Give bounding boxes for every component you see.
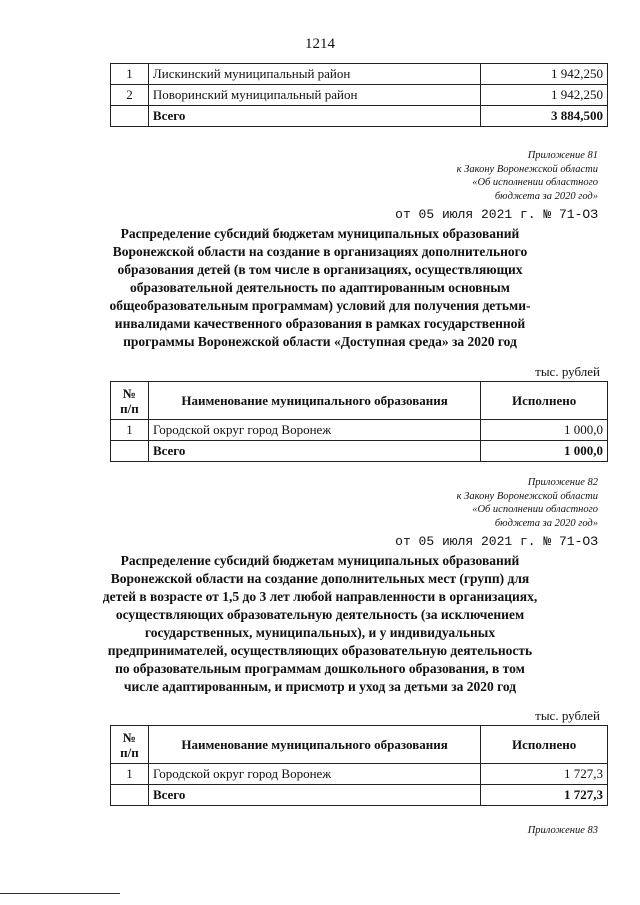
value-cell: 1 942,250 (481, 64, 608, 85)
appendix-number: Приложение 83 (527, 825, 598, 836)
value-cell: 1 727,3 (481, 764, 608, 785)
appendix-number: Приложение 81 (527, 150, 598, 161)
appendix-83-header (528, 824, 598, 838)
table-row (111, 764, 608, 785)
appendix-law: к Закону Воронежской области (456, 490, 598, 502)
header-num: № п/п (111, 726, 149, 764)
footnote-divider (0, 893, 120, 894)
value-cell: 1 942,250 (481, 85, 608, 106)
row-number: 1 (111, 420, 149, 441)
appendix-number: Приложение 82 (527, 477, 598, 488)
total-value: 1 727,3 (481, 785, 608, 806)
row-number: 1 (111, 64, 149, 85)
appendix-law-title-cont: бюджета за 2020 год» (494, 517, 598, 529)
table-row (111, 85, 608, 106)
unit-label: тыс. рублей (535, 364, 600, 379)
header-name: Наименование муниципального образования (148, 382, 480, 420)
total-row (111, 441, 608, 462)
appendix-82-table (110, 725, 608, 806)
value-cell: 1 000,0 (481, 420, 608, 441)
row-number: 2 (111, 85, 149, 106)
municipality-name: Поворинский муниципальный район (148, 85, 480, 106)
header-value: Исполнено (481, 726, 608, 764)
appendix-law-title-cont: бюджета за 2020 год» (494, 190, 598, 202)
appendix-law-title: «Об исполнении областного (472, 504, 598, 515)
page-number: 1214 (305, 36, 335, 52)
appendix-81-date: от 05 июля 2021 г. № 71-ОЗ (395, 207, 598, 222)
total-row (111, 785, 608, 806)
header-name: Наименование муниципального образования (148, 726, 480, 764)
table-row (111, 420, 608, 441)
appendix-82-header (457, 476, 598, 530)
table-row (111, 64, 608, 85)
unit-label: тыс. рублей (535, 708, 600, 723)
appendix-81-table (110, 381, 608, 462)
appendix-81-title: Распределение субсидий бюджетам муниципальных образований Воронежской области на создание в организациях дополнительного образования детей (в том числе в организациях, осуществляющих образовательной деятельность по адаптированным основным общеобразовательным программам) условий для получения детьми- инвалидами качественного образования в рамках государственной программы Воронежской области «Доступная среда» за 2020 год (109, 226, 531, 349)
header-value: Исполнено (481, 382, 608, 420)
total-value: 1 000,0 (481, 441, 608, 462)
appendix-law-title: «Об исполнении областного (472, 177, 598, 188)
appendix-82-date: от 05 июля 2021 г. № 71-ОЗ (395, 534, 598, 549)
appendix-81-header (457, 149, 598, 203)
total-label: Всего (148, 441, 480, 462)
row-number: 1 (111, 764, 149, 785)
header-num: № п/п (111, 382, 149, 420)
total-label: Всего (148, 785, 480, 806)
appendix-law: к Закону Воронежской области (456, 163, 598, 175)
total-label: Всего (148, 106, 480, 127)
table-header (111, 382, 608, 420)
total-value: 3 884,500 (481, 106, 608, 127)
municipality-name: Городской округ город Воронеж (148, 420, 480, 441)
municipality-name: Городской округ город Воронеж (148, 764, 480, 785)
municipality-name: Лискинский муниципальный район (148, 64, 480, 85)
table-header (111, 726, 608, 764)
total-row (111, 106, 608, 127)
appendix-82-title: Распределение субсидий бюджетам муниципальных образований Воронежской области на создание дополнительных мест (групп) для детей в возрасте от 1,5 до 3 лет любой направленности в организациях, осуществляющих образовательную деятельность (за исключением государственных, муниципальных), и у индивидуальных предпринимателей, осуществляющих образовательную деятельность по образовательным программам дошкольного образования, в том числе адаптированным, и присмотр и уход за детьми за 2020 год (102, 553, 538, 694)
top-table (110, 63, 608, 127)
